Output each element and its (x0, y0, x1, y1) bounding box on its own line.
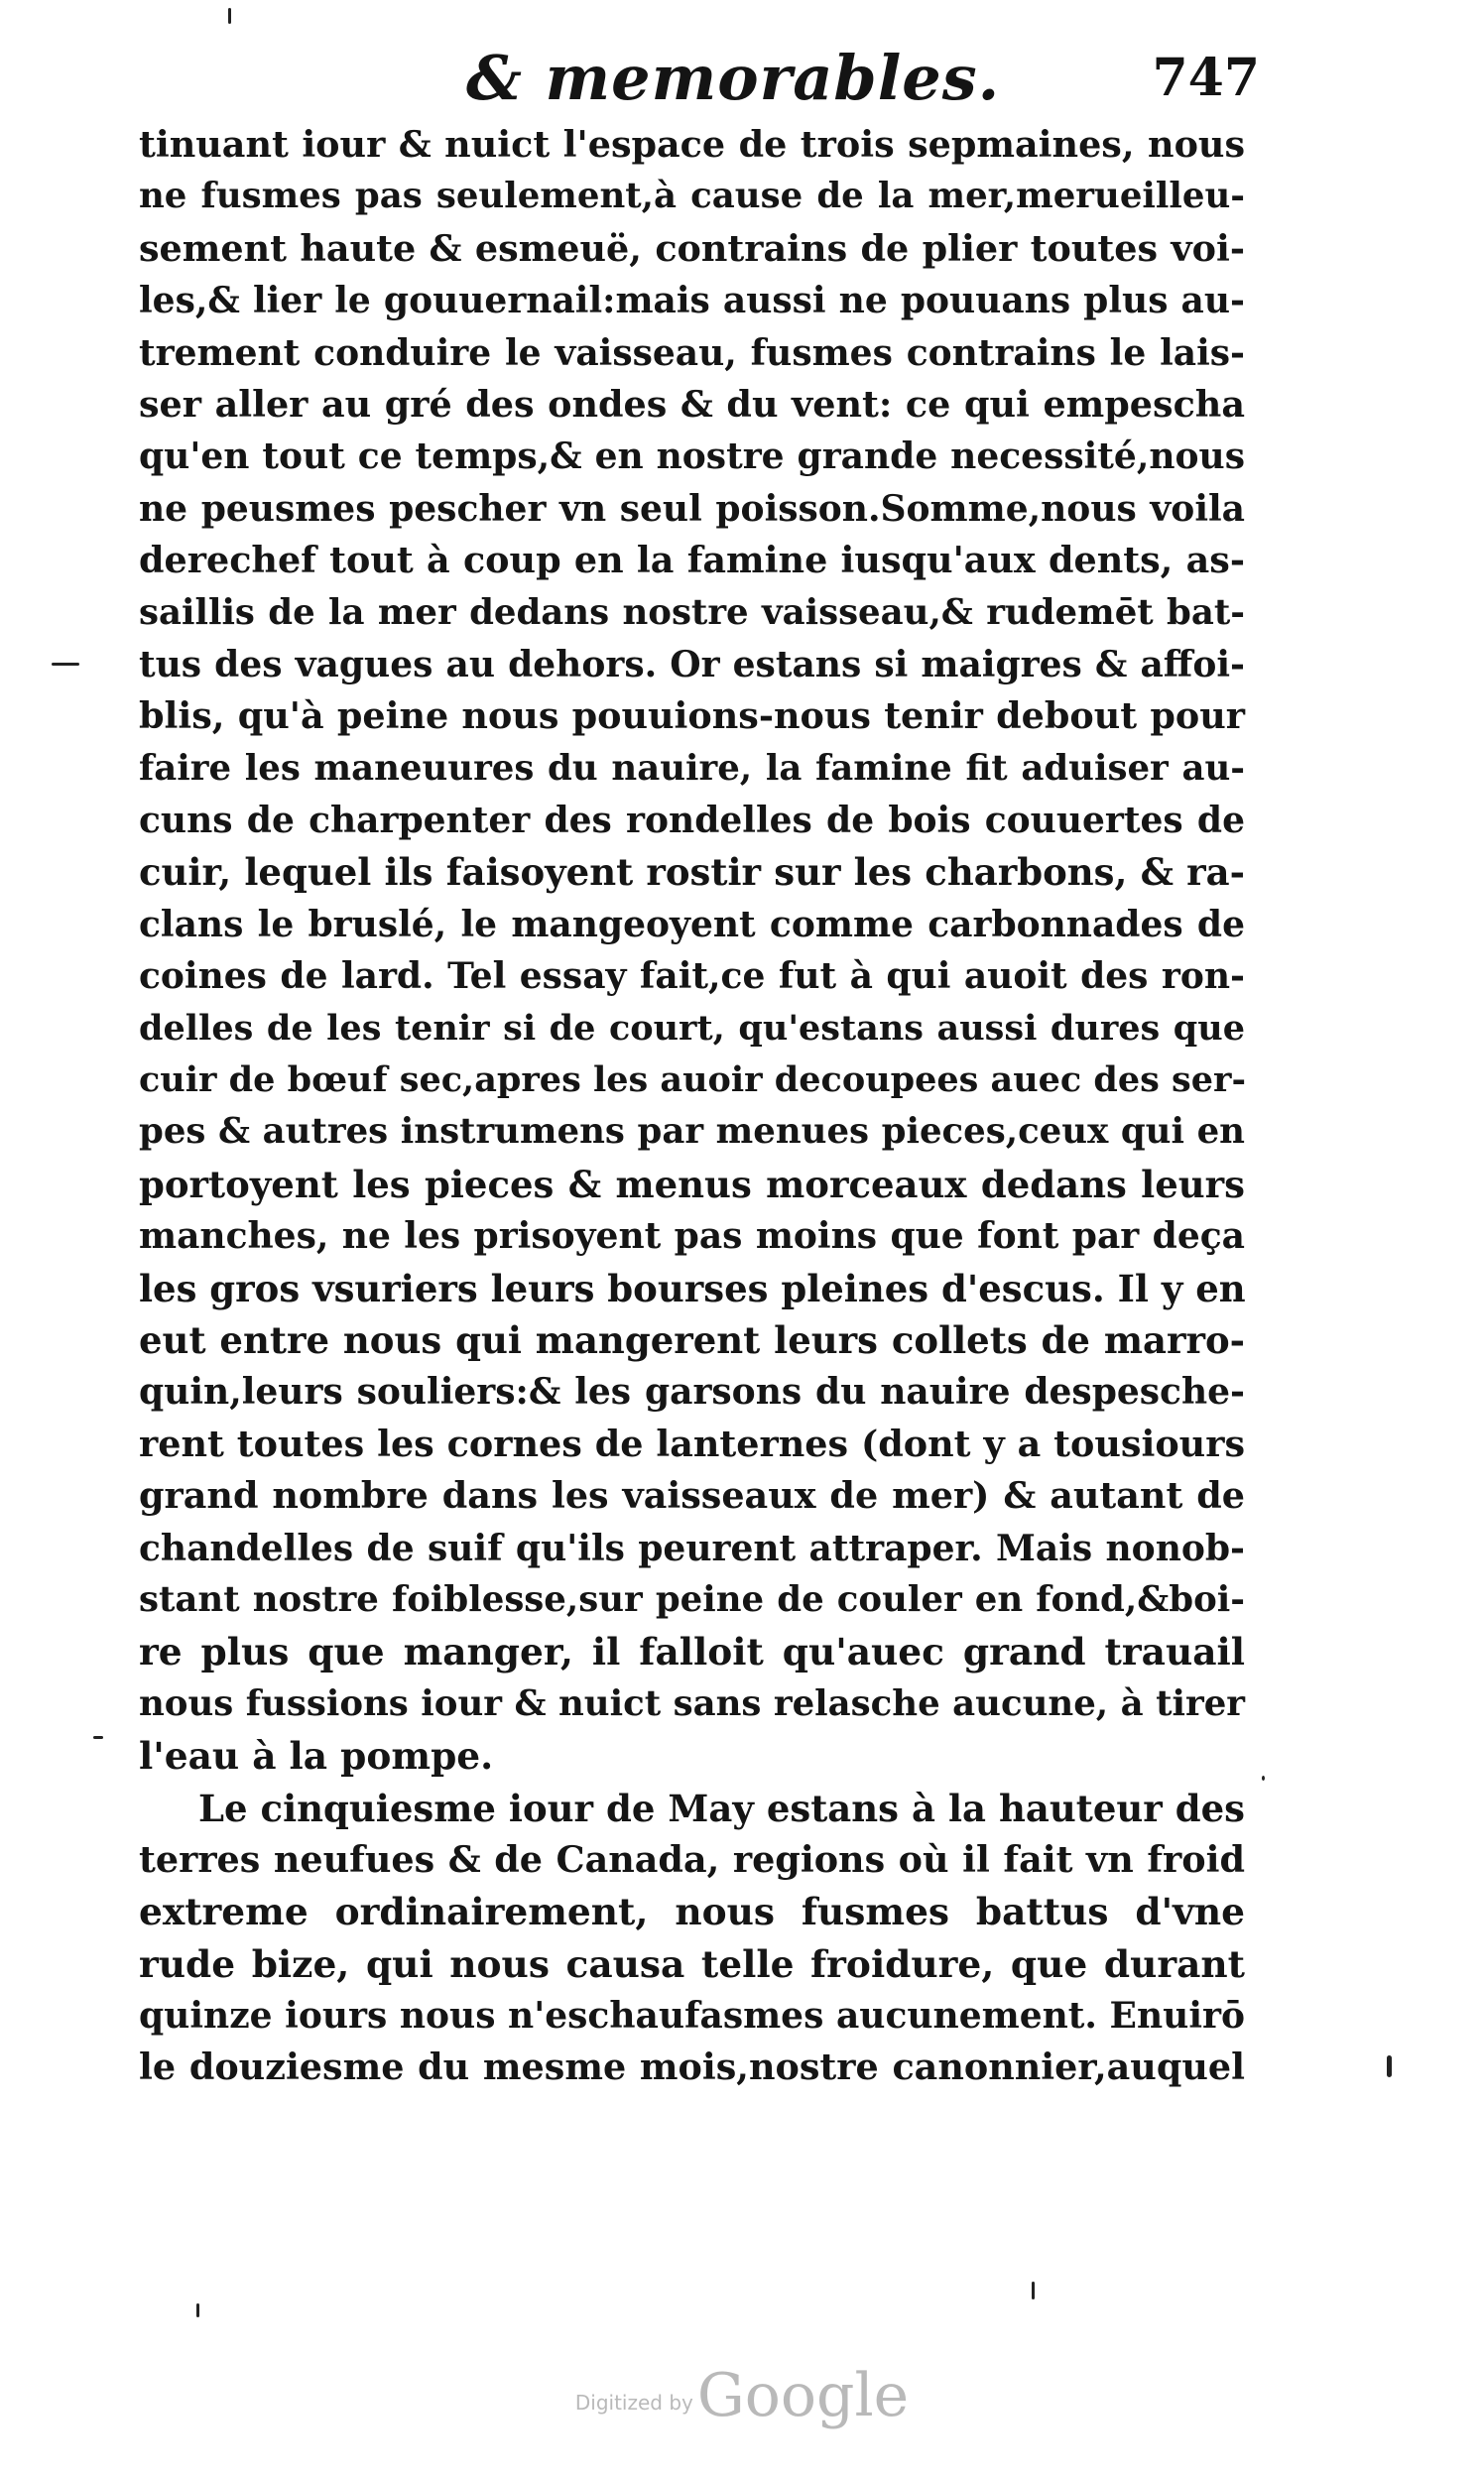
text-line: re plus que manger, il falloit qu'auec grand trauail (139, 1630, 1245, 1674)
text-line: cuns de charpenter des rondelles de bois couuertes de (139, 800, 1245, 842)
text-line: delles de les tenir si de court, qu'estans aussi dures que (139, 1007, 1245, 1049)
text-line: quinze iours nous n'eschaufasmes aucunement. Enuirō (139, 1995, 1245, 2038)
text-line: saillis de la mer dedans nostre vaisseau,& rudemēt bat- (139, 591, 1245, 633)
text-line: rude bize, qui nous causa telle froidure, que durant (139, 1941, 1245, 1986)
running-head: & memorables. (466, 42, 1001, 114)
text-line: cuir de bœuf sec,apres les auoir decoupees auec des ser- (139, 1059, 1247, 1101)
text-line: chandelles de suif qu'ils peurent attraper. Mais nonob- (139, 1527, 1245, 1569)
text-line: extreme ordinairement, nous fusmes battus d'vne (139, 1890, 1245, 1934)
text-line: sement haute & esmeuë, contrains de plier toutes voi- (139, 226, 1245, 270)
text-line: tinuant iour & nuict l'espace de trois sepmaines, nous (139, 123, 1245, 166)
text-line: quin,leurs souliers:& les garsons du nauire despesche- (139, 1371, 1245, 1414)
text-line: pes & autres instrumens par menues pieces,ceux qui en (139, 1111, 1245, 1153)
text-line: ser aller au gré des ondes & du vent: ce qui empescha (139, 382, 1245, 426)
text-line: les gros vsuriers leurs bourses pleines d'escus. Il y en (139, 1266, 1246, 1310)
scan-speck (1262, 1776, 1265, 1781)
paragraph-end-line: l'eau à la pompe. (139, 1734, 494, 1779)
text-line: le douziesme du mesme mois,nostre canonnier,auquel (139, 2046, 1245, 2089)
text-line: faire les maneuures du nauire, la famine fit aduiser au- (139, 747, 1245, 789)
google-watermark (0, 2361, 1484, 2430)
text-line: eut entre nous qui mangerent leurs collets de marro- (139, 1317, 1245, 1362)
scan-speck (1032, 2282, 1035, 2299)
text-line: portoyent les pieces & menus morceaux dedans leurs (139, 1162, 1245, 1206)
text-line: les,& lier le gouuernail:mais aussi ne pouuans plus au- (139, 280, 1245, 322)
text-line: qu'en tout ce temps,& en nostre grande necessité,nous (139, 435, 1245, 478)
text-line: rent toutes les cornes de lanternes (dont y a tousiours (139, 1422, 1245, 1465)
text-line: manches, ne les prisoyent pas moins que font par deça (139, 1215, 1245, 1258)
text-line: derechef tout à coup en la famine iusqu'aux dents, as- (139, 539, 1245, 582)
page-header (466, 42, 1260, 131)
text-line: coines de lard. Tel essay fait,ce fut à qui auoit des ron- (139, 955, 1245, 998)
scan-speck (228, 8, 231, 24)
text-line: ne fusmes pas seulement,à cause de la mer,merueilleu- (139, 176, 1245, 217)
text-line: ne peusmes pescher vn seul poisson.Somme,nous voila (139, 487, 1245, 530)
text-line: grand nombre dans les vaisseaux de mer) & autant de (139, 1474, 1245, 1518)
scan-speck (93, 1736, 103, 1739)
google-logo: Google (696, 2361, 910, 2430)
watermark-prefix: Digitized by (574, 2391, 693, 2415)
text-line: terres neufues & de Canada, regions où il fait vn froid (139, 1837, 1245, 1881)
text-line: nous fussions iour & nuict sans relasche aucune, à tirer (139, 1682, 1245, 1724)
scan-speck (196, 2303, 199, 2317)
text-line: stant nostre foiblesse,sur peine de couler en fond,&boi- (139, 1578, 1245, 1620)
text-line: trement conduire le vaisseau, fusmes contrains le lais- (139, 331, 1245, 374)
scan-speck (1387, 2055, 1392, 2077)
paragraph-start-line: Le cinquiesme iour de May estans à la hauteur des (198, 1786, 1245, 1830)
page-number: 747 (1152, 48, 1260, 108)
text-line: clans le bruslé, le mangeoyent comme carbonnades de (139, 903, 1245, 945)
text-line: blis, qu'à peine nous pouuions-nous tenir debout pour (139, 694, 1245, 738)
text-line: tus des vagues au dehors. Or estans si maigres & affoi- (139, 643, 1245, 685)
scan-speck (52, 663, 79, 666)
text-line: cuir, lequel ils faisoyent rostir sur les charbons, & ra- (139, 850, 1245, 895)
body-text (139, 119, 1245, 2094)
